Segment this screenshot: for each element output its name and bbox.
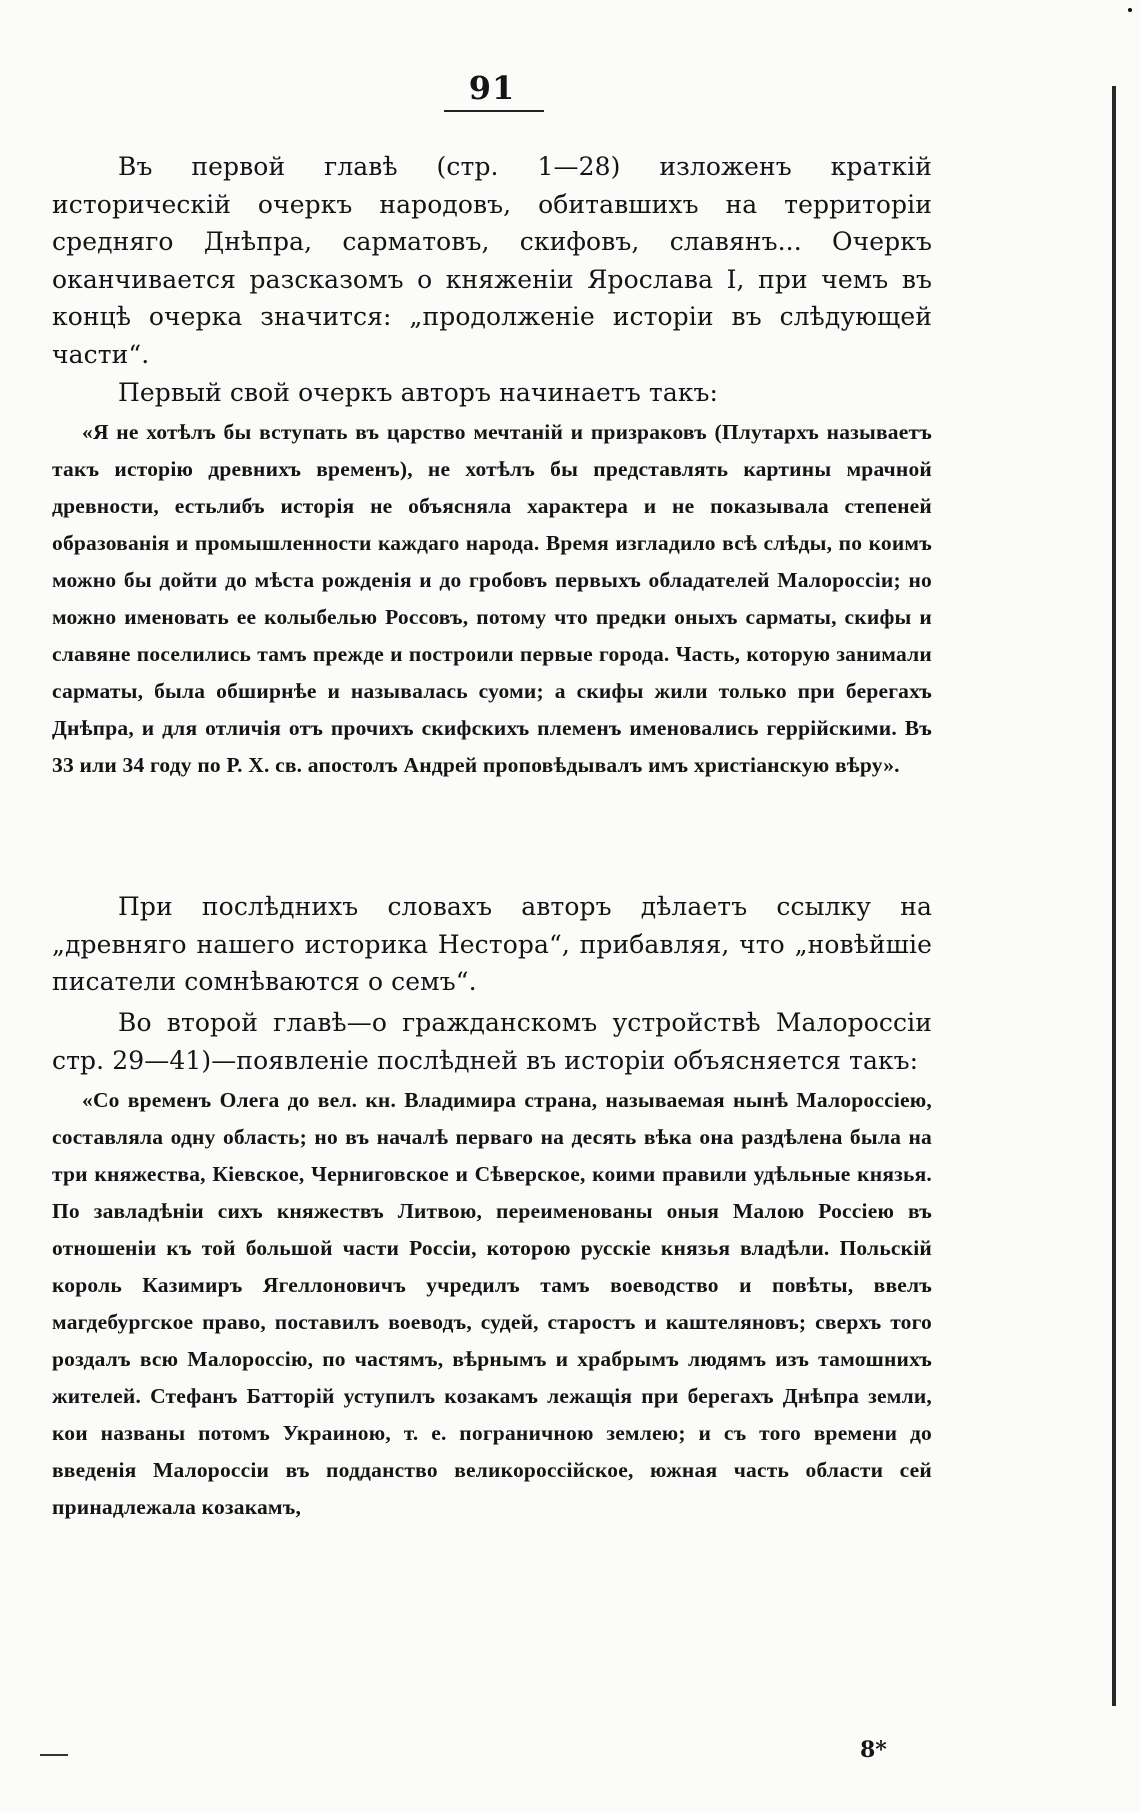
paragraph-text: Первый свой очеркъ авторъ начинаетъ такъ: [118,378,719,407]
scan-mark [40,1754,68,1756]
quotation-second [52,1082,932,1526]
paragraph-text: Во второй главѣ—о гражданскомъ устройствѣ Малороссіи стр. 29—41)—появленіе послѣдней въ исторіи объясняется такъ: [52,1008,932,1075]
paragraph-nestor-reference [52,888,932,1001]
paragraph-text: При послѣднихъ словахъ авторъ дѣлаетъ ссылку на „древняго нашего историка Нестора“, прибавляя, что „новѣйшіе писатели сомнѣваются о семъ“. [52,892,932,996]
paragraph-second-chapter [52,1004,932,1079]
page-edge-line [1112,86,1116,1706]
page-number-rule [444,110,544,112]
paragraph-first-chapter [52,148,932,373]
paragraph-text: Въ первой главѣ (стр. 1—28) изложенъ краткій историческій очеркъ народовъ, обитавшихъ на территоріи средняго Днѣпра, сарматовъ, скифовъ, славянъ... Очеркъ оканчивается разсказомъ о княженіи Ярослава I, при чемъ въ концѣ очерка значится: „продолженіе исторіи въ слѣдующей части“. [52,152,932,369]
quotation-text: «Со временъ Олега до вел. кн. Владимира страна, называемая нынѣ Малороссіею, составляла одну область; но въ началѣ перваго на десять вѣка она раздѣлена была на три княжества, Кіевское, Черниговское и Сѣверское, коими правили удѣльные князья. По завладѣніи сихъ княжествъ Литвою, переименованы оныя Малою Россіею въ отношеніи къ той большой части Россіи, которою русскіе князья владѣли. Польскій король Казимиръ Ягеллоновичъ учредилъ тамъ воеводство и повѣты, ввелъ магдебургское право, поставилъ воеводъ, судей, старостъ и каштеляновъ; сверхъ того роздалъ всю Малороссію, по частямъ, вѣрнымъ и храбрымъ людямъ изъ тамошнихъ жителей. Стефанъ Батторій уступилъ козакамъ лежащія при берегахъ Днѣпра земли, кои названы потомъ Украиною, т. е. пограничною землею; и съ того времени до введенія Малороссіи въ подданство великороссійское, южная часть области сей принадлежала козакамъ, [52,1088,932,1519]
scan-speck [1128,8,1132,12]
page-number: 91 [468,69,516,107]
signature-mark: 8* [860,1737,887,1763]
quotation-first [52,414,932,784]
paragraph-author-begins [52,374,932,412]
quotation-text: «Я не хотѣлъ бы вступать въ царство мечтаній и призраковъ (Плутархъ называетъ такъ исторію древнихъ временъ), не хотѣлъ бы представлять картины мрачной древности, естьлибъ исторія не объясняла характера и не показывала степеней образованія и промышленности каждаго народа. Время изгладило всѣ слѣды, по коимъ можно бы дойти до мѣста рожденія и до гробовъ первыхъ обладателей Малороссіи; но можно именовать ее колыбелью Россовъ, потому что предки оныхъ сарматы, скифы и славяне поселились тамъ прежде и построили первые города. Часть, которую занимали сарматы, была обширнѣе и называлась суоми; а скифы жили только при берегахъ Днѣпра, и для отличія отъ прочихъ скифскихъ племенъ именовались геррійскими. Въ 33 или 34 году по Р. Х. св. апостолъ Андрей проповѣдывалъ имъ христіанскую вѣру». [52,420,932,777]
